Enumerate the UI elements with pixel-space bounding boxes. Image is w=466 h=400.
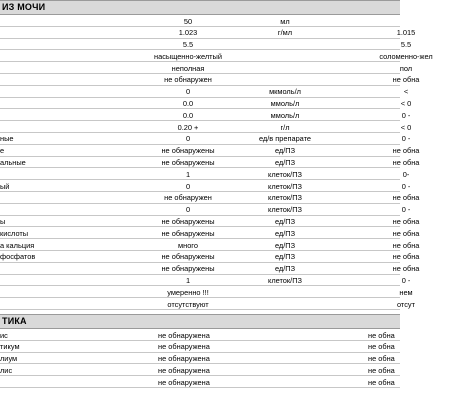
unit: мл xyxy=(280,16,290,26)
reference-value: < xyxy=(403,87,409,97)
result-value: не обнаружены xyxy=(161,252,215,262)
urine-analysis-section-header xyxy=(0,0,400,15)
reference-value: 0 - xyxy=(401,110,411,120)
parameter-name: лиум xyxy=(0,354,18,364)
table-row xyxy=(0,39,412,51)
urine-results-table xyxy=(0,15,433,310)
table-row xyxy=(0,15,400,27)
parameter-name: ый xyxy=(0,181,10,191)
unit: клеток/ПЗ xyxy=(268,181,302,191)
reference-value: не обна xyxy=(392,146,420,156)
unit: г/мл xyxy=(277,28,293,38)
result-value: неполная xyxy=(171,63,205,73)
unit: клеток/ПЗ xyxy=(268,169,302,179)
table-row xyxy=(0,275,411,287)
reference-value: 1.015 xyxy=(396,28,416,38)
table-row xyxy=(0,27,416,39)
reference-value: не обна xyxy=(392,158,420,168)
table-row xyxy=(0,157,420,169)
result-value: не обнаружена xyxy=(158,330,210,340)
result-value: не обнаружены xyxy=(161,158,215,168)
reference-value: соломенно-жел xyxy=(379,51,433,61)
result-value: 1.023 xyxy=(178,28,198,38)
unit: клеток/ПЗ xyxy=(268,193,302,203)
parameter-name: ис xyxy=(0,330,8,340)
parameter-name: е xyxy=(0,146,5,156)
unit: ед/ПЗ xyxy=(274,146,296,156)
result-value: 0.0 xyxy=(182,99,194,109)
reference-value: 0 - xyxy=(401,276,411,286)
unit: ед/ПЗ xyxy=(274,264,296,274)
microscopy-section-header xyxy=(0,314,400,329)
unit: мкмоль/л xyxy=(269,87,301,97)
unit: ммоль/л xyxy=(270,110,300,120)
reference-value: не обна xyxy=(392,75,420,85)
result-value: 1 xyxy=(185,169,191,179)
result-value: не обнаружены xyxy=(161,228,215,238)
table-row xyxy=(0,121,412,133)
result-value: 0 xyxy=(185,181,191,191)
unit: ед/ПЗ xyxy=(274,217,296,227)
result-value: 0.0 xyxy=(182,110,194,120)
reference-value: 0 - xyxy=(401,181,411,191)
result-value: 0 xyxy=(185,205,191,215)
result-value: не обнаружена xyxy=(158,354,210,364)
parameter-name: тикум xyxy=(0,342,20,352)
reference-value: не обна xyxy=(392,217,420,227)
unit: г/л xyxy=(280,122,290,132)
reference-value: < 0 xyxy=(400,99,412,109)
table-row xyxy=(0,98,412,110)
table-row xyxy=(0,227,420,239)
unit: ед/ПЗ xyxy=(274,252,296,262)
result-value: не обнаружена xyxy=(158,365,210,375)
parameter-name: альные xyxy=(0,158,26,168)
table-row xyxy=(0,239,420,251)
result-value: не обнаружены xyxy=(161,264,215,274)
result-value: не обнаружена xyxy=(158,342,210,352)
result-value: не обнаружены xyxy=(161,217,215,227)
result-value: 0 xyxy=(185,87,191,97)
reference-value: отсут xyxy=(396,299,416,309)
table-row xyxy=(0,192,420,204)
result-value: не обнаружена xyxy=(158,377,210,387)
table-row xyxy=(0,353,400,365)
reference-value: нем xyxy=(399,287,413,297)
reference-value: не обна xyxy=(368,365,395,375)
result-value: не обнаружены xyxy=(161,146,215,156)
table-row xyxy=(0,109,411,121)
section-title: ТИКА xyxy=(2,316,27,326)
unit: ед/в препарате xyxy=(258,134,312,144)
unit: клеток/ПЗ xyxy=(268,205,302,215)
result-value: 50 xyxy=(183,16,193,26)
table-row xyxy=(0,145,420,157)
table-row xyxy=(0,133,411,145)
table-row xyxy=(0,86,409,98)
reference-value: не обна xyxy=(368,354,395,364)
result-value: отсутствуют xyxy=(167,299,209,309)
table-row xyxy=(0,329,400,341)
table-row xyxy=(0,180,411,192)
unit: ед/ПЗ xyxy=(274,228,296,238)
result-value: 1 xyxy=(185,276,191,286)
table-row xyxy=(0,286,413,298)
result-value: не обнаружен xyxy=(164,75,212,85)
parameter-name: фосфатов xyxy=(0,252,36,262)
unit: клеток/ПЗ xyxy=(268,276,302,286)
parameter-name: ные xyxy=(0,134,14,144)
result-value: 5.5 xyxy=(182,40,194,50)
result-value: насыщенно-желтый xyxy=(154,51,222,61)
unit: ммоль/л xyxy=(270,99,300,109)
parameter-name: лис xyxy=(0,365,13,375)
table-row xyxy=(0,204,411,216)
parameter-name: а кальция xyxy=(0,240,35,250)
reference-value: не обна xyxy=(392,252,420,262)
table-row xyxy=(0,62,413,74)
result-value: не обнаружен xyxy=(164,193,212,203)
reference-value: не обна xyxy=(392,264,420,274)
result-value: умеренно !!! xyxy=(167,287,209,297)
unit: ед/ПЗ xyxy=(274,240,296,250)
reference-value: пол xyxy=(399,63,413,73)
reference-value: не обна xyxy=(392,193,420,203)
parameter-name: кислоты xyxy=(0,228,29,238)
table-row xyxy=(0,341,400,353)
unit: ед/ПЗ xyxy=(274,158,296,168)
table-row xyxy=(0,74,420,86)
reference-value: не обна xyxy=(392,228,420,238)
table-row xyxy=(0,251,420,263)
table-row xyxy=(0,168,410,180)
result-value: 0.20 + xyxy=(177,122,199,132)
table-row xyxy=(0,50,433,62)
reference-value: 0 - xyxy=(401,134,411,144)
table-row xyxy=(0,364,400,376)
table-row xyxy=(0,376,400,388)
reference-value: 0 - xyxy=(401,205,411,215)
reference-value: не обна xyxy=(392,240,420,250)
reference-value: не обна xyxy=(368,330,395,340)
reference-value: < 0 xyxy=(400,122,412,132)
reference-value: 0- xyxy=(402,169,410,179)
result-value: 0 xyxy=(185,134,191,144)
result-value: много xyxy=(178,240,198,250)
reference-value: не обна xyxy=(368,342,395,352)
table-row xyxy=(0,216,420,228)
reference-value: 5.5 xyxy=(400,40,412,50)
table-row xyxy=(0,298,416,310)
section-title: ИЗ МОЧИ xyxy=(2,2,46,12)
reference-value: не обна xyxy=(368,377,395,387)
microscopy-results-table xyxy=(0,329,400,388)
parameter-name: ы xyxy=(0,217,6,227)
table-row xyxy=(0,263,420,275)
